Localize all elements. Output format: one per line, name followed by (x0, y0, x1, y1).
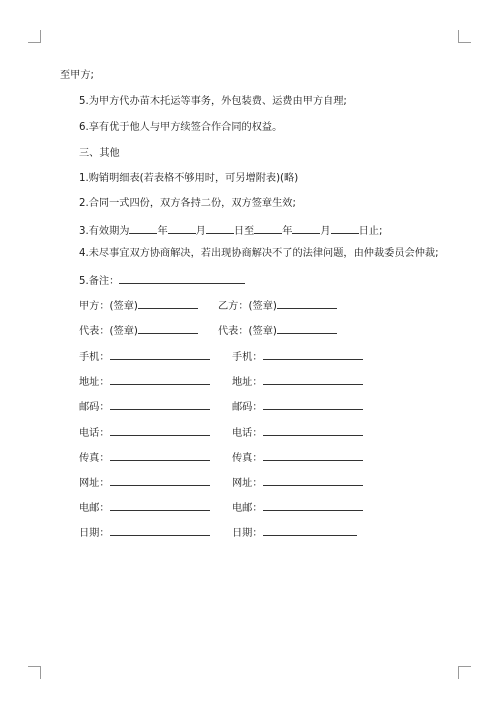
contact-right-phone (232, 348, 363, 365)
contact-right-date (232, 524, 357, 541)
other-clause-3 (79, 222, 382, 239)
contact-label: 电邮： (79, 503, 110, 514)
contact-label: 电邮： (232, 503, 263, 514)
label-year-end: 年 (282, 226, 293, 237)
contact-right-email (232, 499, 363, 516)
contact-right-postcode (232, 398, 363, 415)
contact-label: 地址： (232, 377, 263, 388)
blank-start-year[interactable] (129, 222, 157, 234)
contact-blank[interactable] (110, 373, 210, 385)
contact-right-telephone (232, 424, 363, 441)
other-clause-2: 2.合同一式四份，双方各持二份，双方签章生效; (79, 198, 296, 209)
contact-label: 电话： (232, 428, 263, 439)
contact-right-address (232, 373, 363, 390)
contact-blank[interactable] (263, 499, 363, 511)
label-month: 月 (195, 226, 206, 237)
party-b-signature (218, 297, 337, 314)
contact-label: 传真： (79, 453, 110, 464)
contact-right-website (232, 474, 363, 491)
party-b-blank[interactable] (277, 297, 337, 309)
blank-start-day[interactable] (206, 222, 234, 234)
rep-a-blank[interactable] (138, 322, 198, 334)
contact-blank[interactable] (263, 424, 363, 436)
party-a-blank[interactable] (138, 297, 198, 309)
contact-left-phone (79, 348, 210, 365)
clause-b-6: 6.享有优于他人与甲方续签合作合同的权益。 (79, 122, 283, 133)
remarks-label: 5.备注： (79, 276, 120, 287)
blank-start-month[interactable] (168, 222, 196, 234)
contact-left-fax (79, 449, 210, 466)
contact-blank[interactable] (263, 524, 357, 536)
rep-a-label: 代表：(签章) (79, 326, 138, 337)
contact-label: 传真： (232, 453, 263, 464)
rep-b-blank[interactable] (277, 322, 337, 334)
crop-mark-top-left (28, 30, 41, 43)
contact-blank[interactable] (263, 348, 363, 360)
contact-label: 日期： (79, 528, 110, 539)
contact-blank[interactable] (263, 449, 363, 461)
contact-label: 手机： (232, 352, 263, 363)
blank-end-day[interactable] (331, 222, 359, 234)
contact-label: 地址： (79, 377, 110, 388)
label-year: 年 (157, 226, 168, 237)
clause-b-5: 5.为甲方代办苗木托运等事务，外包装费、运费由甲方自理; (79, 96, 347, 107)
contact-label: 网址： (79, 478, 110, 489)
party-a-label: 甲方：(签章) (79, 301, 138, 312)
contact-left-date (79, 524, 210, 541)
contact-label: 邮码： (79, 402, 110, 413)
crop-mark-bottom-right (458, 666, 471, 679)
contact-label: 网址： (232, 478, 263, 489)
contact-label: 邮码： (232, 402, 263, 413)
contact-blank[interactable] (110, 398, 210, 410)
contact-blank[interactable] (110, 424, 210, 436)
contact-blank[interactable] (110, 449, 210, 461)
contact-left-email (79, 499, 210, 516)
rep-a-signature (79, 322, 198, 339)
contact-left-website (79, 474, 210, 491)
contact-blank[interactable] (263, 398, 363, 410)
label-day-to: 日至 (233, 226, 255, 237)
blank-end-month[interactable] (292, 222, 320, 234)
other-clause-5 (79, 272, 245, 289)
crop-mark-top-right (458, 30, 471, 43)
contact-left-postcode (79, 398, 210, 415)
rep-b-label: 代表：(签章) (218, 326, 277, 337)
contact-blank[interactable] (110, 499, 210, 511)
contact-left-address (79, 373, 210, 390)
text-line-top: 至甲方; (60, 70, 94, 81)
contact-blank[interactable] (110, 474, 210, 486)
remarks-blank[interactable] (119, 272, 245, 284)
contact-label: 日期： (232, 528, 263, 539)
other-clause-4: 4.未尽事宜双方协商解决，若出现协商解决不了的法律问题，由仲裁委员会仲裁; (79, 248, 439, 259)
contact-right-fax (232, 449, 363, 466)
rep-b-signature (218, 322, 337, 339)
contact-blank[interactable] (263, 373, 363, 385)
blank-end-year[interactable] (254, 222, 282, 234)
label-month-end: 月 (320, 226, 331, 237)
other-clause-1: 1.购销明细表(若表格不够用时，可另增附表)(略) (79, 173, 299, 184)
label-day-end: 日止; (358, 226, 383, 237)
section-title-other: 三、其他 (79, 148, 120, 159)
contact-blank[interactable] (110, 348, 210, 360)
contact-label: 手机： (79, 352, 110, 363)
validity-prefix: 3.有效期为 (79, 226, 130, 237)
party-a-signature (79, 297, 198, 314)
party-b-label: 乙方：(签章) (218, 301, 277, 312)
contact-left-telephone (79, 424, 210, 441)
contact-blank[interactable] (263, 474, 363, 486)
contact-label: 电话： (79, 428, 110, 439)
contact-blank[interactable] (110, 524, 210, 536)
crop-mark-bottom-left (28, 666, 41, 679)
